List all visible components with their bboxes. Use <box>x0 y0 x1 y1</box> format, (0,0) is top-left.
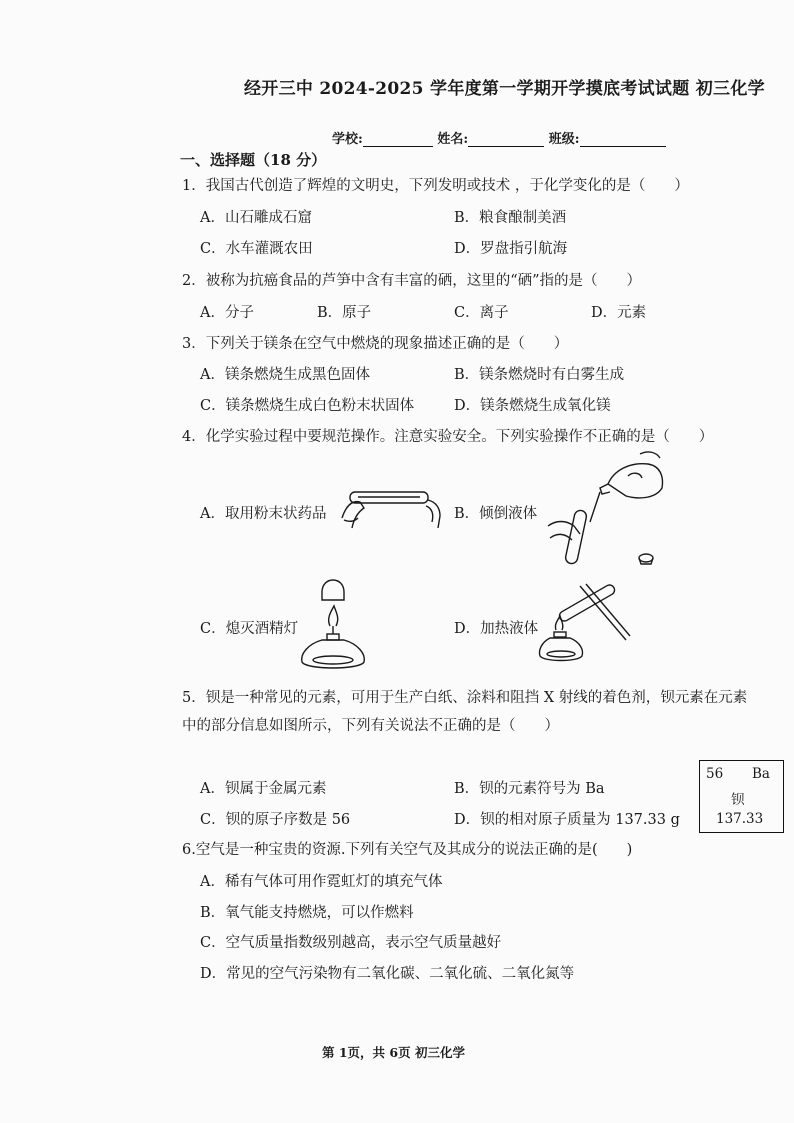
question-4-option-d[interactable]: D．加热液体 <box>454 621 539 637</box>
question-6-option-d[interactable]: D．常见的空气污染物有二氧化碳、二氧化硫、二氧化氮等 <box>200 966 575 982</box>
student-info-row <box>332 128 666 147</box>
element-symbol: Ba <box>752 766 770 782</box>
question-3-option-b[interactable]: B．镁条燃烧时有白雾生成 <box>454 367 625 383</box>
question-4-option-c[interactable]: C．熄灭酒精灯 <box>200 621 299 637</box>
question-1-option-b[interactable]: B．粮食酿制美酒 <box>454 210 567 226</box>
question-5-stem-line2: 中的部分信息如图所示，下列有关说法不正确的是（ ） <box>182 718 559 734</box>
question-1-option-c[interactable]: C．水车灌溉农田 <box>200 241 313 257</box>
class-label: 班级: <box>548 132 580 147</box>
element-name: 钡 <box>731 792 745 808</box>
atomic-number: 56 <box>706 766 724 782</box>
question-5-option-d[interactable]: D．钡的相对原子质量为 137.33 g <box>454 812 680 828</box>
question-1-stem: 1．我国古代创造了辉煌的文明史，下列发明或技术 ，于化学变化的是（ ） <box>182 178 689 194</box>
school-blank[interactable] <box>363 133 433 147</box>
question-4-option-b[interactable]: B．倾倒液体 <box>454 506 538 522</box>
barium-element-card <box>699 760 784 833</box>
question-6-option-b[interactable]: B．氧气能支持燃烧，可以作燃料 <box>200 905 414 921</box>
powder-tube-illustration <box>336 478 448 532</box>
question-4-stem: 4．化学实验过程中要规范操作。注意实验安全。下列实验操作不正确的是（ ） <box>182 429 714 445</box>
name-blank[interactable] <box>468 133 544 147</box>
question-4-option-a[interactable]: A．取用粉末状药品 <box>200 506 327 522</box>
question-1-option-a[interactable]: A．山石雕成石窟 <box>200 210 312 226</box>
exam-title: 经开三中 2024-2025 学年度第一学期开学摸底考试试题 初三化学 <box>244 79 765 99</box>
question-5-stem-line1: 5．钡是一种常见的元素，可用于生产白纸、涂料和阻挡 X 射线的着色剂，钡元素在元素 <box>182 690 748 706</box>
question-5-option-b[interactable]: B．钡的元素符号为 Ba <box>454 781 605 797</box>
question-1-option-d[interactable]: D．罗盘指引航海 <box>454 241 568 257</box>
question-2-option-b[interactable]: B．原子 <box>317 305 372 321</box>
question-5-option-a[interactable]: A．钡属于金属元素 <box>200 781 327 797</box>
question-2-stem: 2．被称为抗癌食品的芦笋中含有丰富的硒，这里的“硒”指的是（ ） <box>182 273 642 289</box>
page-footer: 第 1页，共 6页 初三化学 <box>322 1045 465 1060</box>
question-2-option-d[interactable]: D．元素 <box>591 305 647 321</box>
pour-liquid-illustration <box>544 446 674 570</box>
question-3-option-c[interactable]: C．镁条燃烧生成白色粉末状固体 <box>200 398 415 414</box>
question-2-option-a[interactable]: A．分子 <box>200 305 254 321</box>
school-label: 学校: <box>332 132 363 147</box>
class-blank[interactable] <box>580 133 666 147</box>
section-heading: 一、选择题（18 分） <box>180 151 327 169</box>
question-5-option-c[interactable]: C．钡的原子序数是 56 <box>200 812 351 828</box>
heat-liquid-illustration <box>540 582 640 672</box>
question-3-option-a[interactable]: A．镁条燃烧生成黑色固体 <box>200 367 370 383</box>
alcohol-lamp-cap-illustration <box>296 570 372 676</box>
question-2-option-c[interactable]: C．离子 <box>454 305 509 321</box>
question-3-option-d[interactable]: D．镁条燃烧生成氧化镁 <box>454 398 611 414</box>
question-3-stem: 3．下列关于镁条在空气中燃烧的现象描述正确的是（ ） <box>182 336 569 352</box>
name-label: 姓名: <box>437 132 469 147</box>
question-6-option-c[interactable]: C．空气质量指数级别越高，表示空气质量越好 <box>200 935 502 951</box>
question-6-option-a[interactable]: A．稀有气体可用作霓虹灯的填充气体 <box>200 874 443 890</box>
question-6-stem: 6.空气是一种宝贵的资源.下列有关空气及其成分的说法正确的是( ) <box>182 842 633 858</box>
atomic-mass: 137.33 <box>716 811 764 827</box>
